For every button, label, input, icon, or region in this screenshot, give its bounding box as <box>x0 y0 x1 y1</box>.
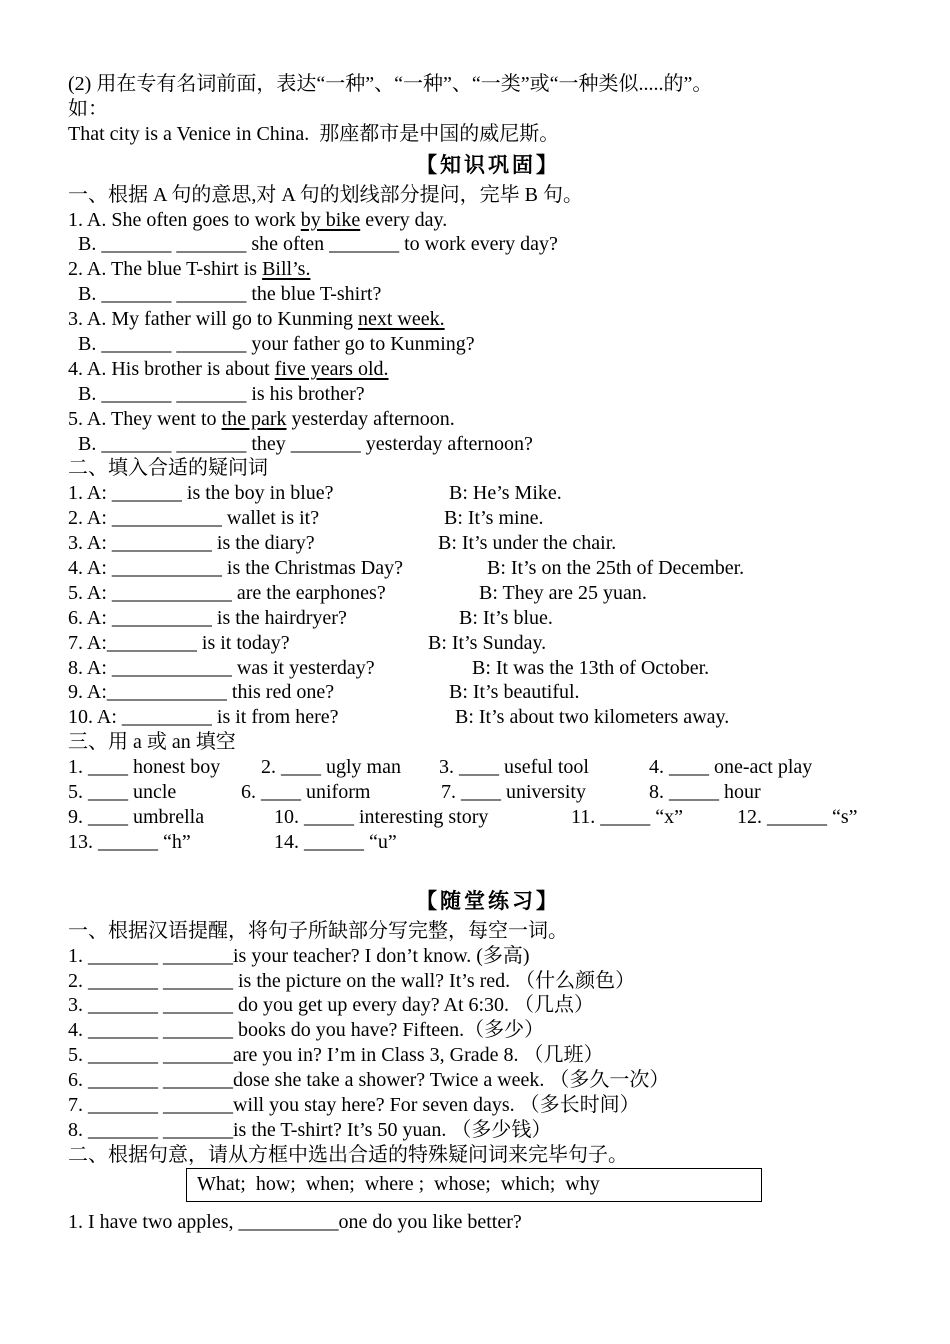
question-b-line: B. _______ _______ is his brother? <box>68 382 365 405</box>
blank-row <box>68 805 908 830</box>
question-text: 7. A:_________ is it today? <box>68 631 290 654</box>
practice-item: 1. _______ _______is your teacher? I don’t know. (多高) <box>68 944 530 967</box>
blank-item: 3. ____ useful tool <box>439 756 589 779</box>
word-box: What; how; when; where ; whose; which; why <box>186 1168 762 1202</box>
underlined-phrase: Bill’s. <box>262 258 311 281</box>
underlined-phrase: next week. <box>357 308 445 331</box>
question-text: 6. A: __________ is the hairdryer? <box>68 606 347 629</box>
question-a-text: 2. A. The blue T-shirt is <box>68 258 263 281</box>
part3-heading: 三、用 a 或 an 填空 <box>68 731 236 754</box>
qa-row <box>68 581 908 606</box>
blank-item: 9. ____ umbrella <box>68 805 205 828</box>
blank-item: 13. ______ “h” <box>68 830 191 853</box>
question-a-line <box>68 357 908 382</box>
blank-item: 11. _____ “x” <box>571 805 684 828</box>
underlined-phrase: the park <box>221 407 287 430</box>
question-text: 2. A: ___________ wallet is it? <box>68 507 320 530</box>
blank-item: 10. _____ interesting story <box>274 805 489 828</box>
question-b-line: B. _______ _______ the blue T-shirt? <box>68 283 382 306</box>
question-a-line <box>68 257 908 282</box>
practice-item: 3. _______ _______ do you get up every day? At 6:30. （几点） <box>68 994 595 1017</box>
intro-line-2: 如： <box>68 97 108 120</box>
answer-text: B: It’s under the chair. <box>438 532 617 555</box>
worksheet-page <box>68 72 908 1235</box>
question-text: 1. A: _______ is the boy in blue? <box>68 482 334 505</box>
practice-item: 7. _______ _______will you stay here? For seven days. （多长时间） <box>68 1093 640 1116</box>
qa-row <box>68 680 908 705</box>
blank-item: 12. ______ “s” <box>737 805 858 828</box>
question-a-line <box>68 208 908 233</box>
blank-row <box>68 780 908 805</box>
blank-row <box>68 830 908 855</box>
section-title-knowledge: 【知识巩固】 <box>416 151 560 177</box>
blank-item: 8. _____ hour <box>649 781 761 804</box>
answer-text: B: It’s on the 25th of December. <box>487 557 745 580</box>
answer-text: B: They are 25 yuan. <box>479 581 647 604</box>
underlined-phrase: by bike <box>300 208 361 231</box>
practice-part1-items <box>68 944 908 1143</box>
practice-item: 5. _______ _______are you in? I’m in Class 3, Grade 8. （几班） <box>68 1044 604 1067</box>
intro-line-1: (2) 用在专有名词前面，表达“一种”、“一种”、“一类”或“一种类似.....的”。 <box>68 73 713 95</box>
qa-row <box>68 656 908 681</box>
underlined-phrase: five years old. <box>274 357 389 380</box>
question-a-text: 4. A. His brother is about <box>68 357 275 380</box>
qa-row <box>68 631 908 656</box>
qa-row <box>68 481 908 506</box>
answer-text: B: It was the 13th of October. <box>472 656 710 679</box>
answer-text: B: It’s about two kilometers away. <box>455 706 730 729</box>
practice-item: 2. _______ _______ is the picture on the wall? It’s red. （什么颜色） <box>68 969 636 992</box>
question-a-text: 3. A. My father will go to Kunming <box>68 308 358 331</box>
practice-part1-heading: 一、根据汉语提醒，将句子所缺部分写完整，每空一词。 <box>68 919 568 942</box>
question-b-line: B. _______ _______ they _______ yesterday afternoon? <box>68 432 533 455</box>
blank-item: 4. ____ one-act play <box>649 756 813 779</box>
question-text: 5. A: ____________ are the earphones? <box>68 581 386 604</box>
qa-row <box>68 705 908 730</box>
spacer <box>68 855 908 883</box>
question-a-tail: yesterday afternoon. <box>286 407 455 430</box>
answer-text: B: He’s Mike. <box>449 482 562 505</box>
question-text: 8. A: ____________ was it yesterday? <box>68 656 375 679</box>
practice-item: 1. I have two apples, __________one do you like better? <box>68 1210 522 1233</box>
blank-item: 6. ____ uniform <box>241 781 371 804</box>
part3-items <box>68 755 908 855</box>
part1-items <box>68 208 908 457</box>
blank-item: 2. ____ ugly man <box>261 756 401 779</box>
answer-text: B: It’s mine. <box>444 507 544 530</box>
question-a-line <box>68 407 908 432</box>
qa-row <box>68 556 908 581</box>
intro-example: That city is a Venice in China. 那座都市是中国的威尼斯。 <box>68 122 560 145</box>
blank-item: 1. ____ honest boy <box>68 756 221 779</box>
blank-item: 14. ______ “u” <box>274 830 397 853</box>
blank-row <box>68 755 908 780</box>
question-text: 3. A: __________ is the diary? <box>68 532 315 555</box>
question-b-line: B. _______ _______ she often _______ to work every day? <box>68 233 558 256</box>
question-text: 10. A: _________ is it from here? <box>68 706 339 729</box>
question-a-text: 5. A. They went to <box>68 407 222 430</box>
practice-item: 8. _______ _______is the T-shirt? It’s 50 yuan. （多少钱） <box>68 1118 552 1141</box>
qa-row <box>68 506 908 531</box>
qa-row <box>68 606 908 631</box>
practice-part2-items <box>68 1210 908 1235</box>
practice-item: 4. _______ _______ books do you have? Fifteen.（多少） <box>68 1019 545 1042</box>
answer-text: B: It’s Sunday. <box>428 631 547 654</box>
part2-heading: 二、填入合适的疑问词 <box>68 457 268 480</box>
answer-text: B: It’s blue. <box>459 606 553 629</box>
question-a-tail: every day. <box>360 208 448 231</box>
practice-part2-heading: 二、根据句意，请从方框中选出合适的特殊疑问词来完毕句子。 <box>68 1143 628 1166</box>
qa-row <box>68 531 908 556</box>
question-b-line: B. _______ _______ your father go to Kunming? <box>68 333 475 356</box>
answer-text: B: It’s beautiful. <box>449 681 580 704</box>
practice-item: 6. _______ _______dose she take a shower? Twice a week. （多久一次） <box>68 1069 670 1092</box>
part1-heading: 一、根据 A 句的意思,对 A 句的划线部分提问，完毕 B 句。 <box>68 183 584 206</box>
question-a-line <box>68 307 908 332</box>
question-text: 9. A:____________ this red one? <box>68 681 335 704</box>
question-text: 4. A: ___________ is the Christmas Day? <box>68 557 403 580</box>
part2-items <box>68 481 908 730</box>
blank-item: 7. ____ university <box>441 781 586 804</box>
blank-item: 5. ____ uncle <box>68 781 177 804</box>
section-title-practice: 【随堂练习】 <box>416 887 560 913</box>
question-a-text: 1. A. She often goes to work <box>68 208 301 231</box>
